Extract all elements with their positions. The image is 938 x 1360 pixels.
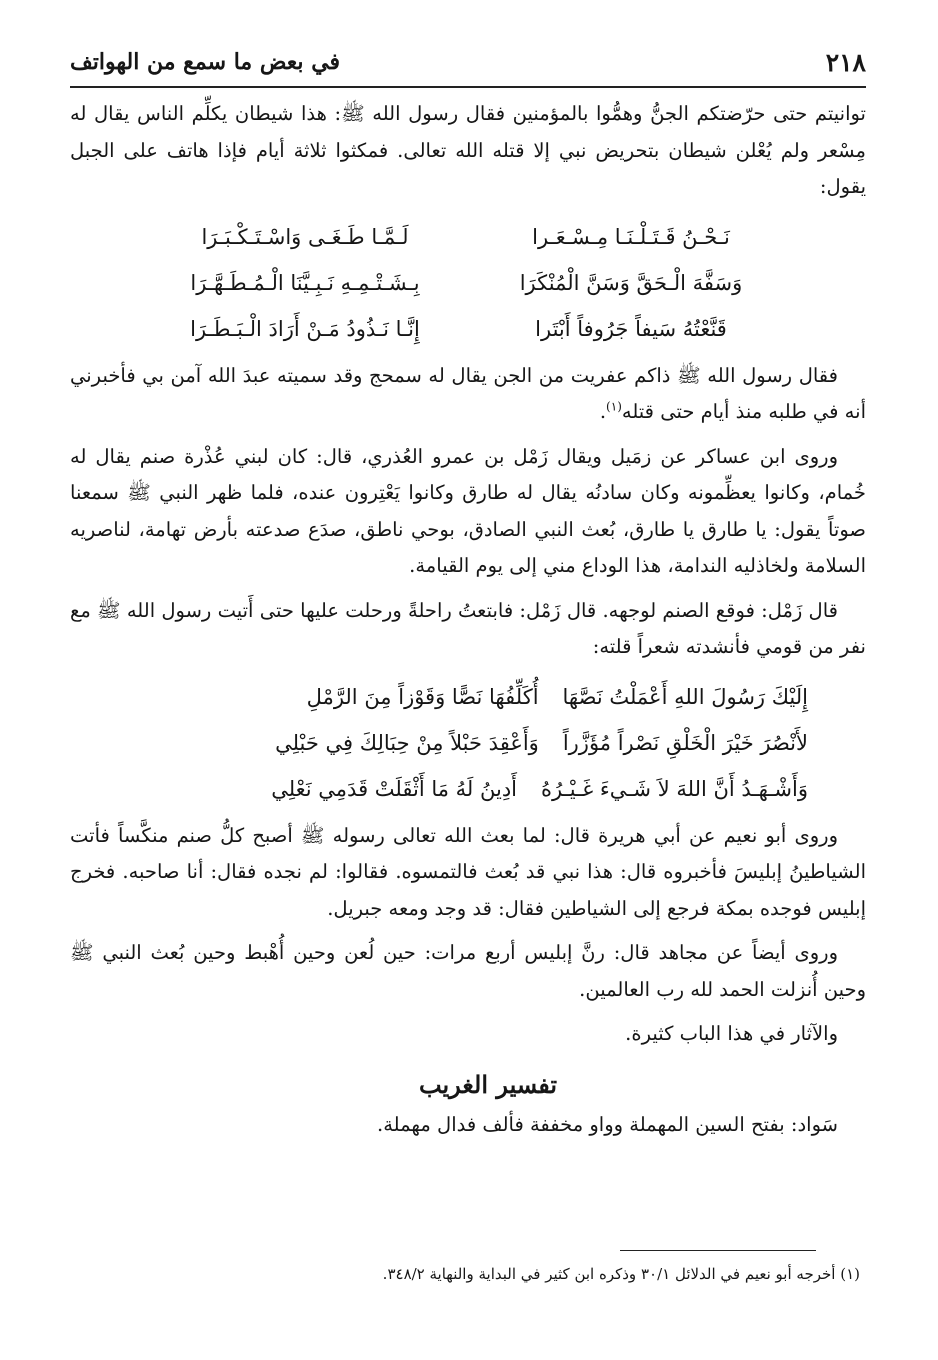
verse-first-half: نَـحْـنُ قَـتَـلْـنَـا مِـسْـعَـرا xyxy=(532,224,730,249)
glossary-entry: سَواد: بفتح السين المهملة وواو مخففة فألف فدال مهملة. xyxy=(377,1113,838,1136)
footnote: (١) أخرجه أبو نعيم في الدلائل ٣٠/١ وذكره ابن كثير في البداية والنهاية ٣٤٨/٢. xyxy=(382,1265,860,1283)
poem-verse xyxy=(70,766,866,812)
paragraph: وروى أيضاً عن مجاهد قال: رنَّ إبليس أربع مرات: حين لُعن وحين أُهْبط وحين بُعث النبي ﷺ وحين أُنزلت الحمد لله رب العالمين. xyxy=(70,941,866,1001)
paragraph-end: . xyxy=(599,400,607,423)
verse-first-half: إِلَيْكَ رَسُولَ اللهِ أَعْمَلْتُ نَصَّهَا xyxy=(562,684,808,709)
poem-verse xyxy=(70,674,866,720)
paragraph: والآثار في هذا الباب كثيرة. xyxy=(625,1022,838,1045)
verse-first-half: وَسَفَّهَ الْـحَقَّ وَسَنَّ الْمُنْكَرَا xyxy=(519,270,743,295)
verse-first-half: وَأَشْـهَـدُ أَنَّ اللهَ لاَ شَـيءَ غَـيْـرُهُ xyxy=(541,776,808,801)
poem-verse xyxy=(70,214,866,260)
footnote-marker[interactable]: (١) xyxy=(606,399,622,414)
paragraph: وروى أبو نعيم عن أبي هريرة قال: لما بعث الله تعالى رسوله ﷺ أصبح كلُّ صنم منكَّساً فأتت الشياطينُ إبليسَ فأخبروه قال: هذا نبي قد بُعث فالتمسوه. فقالوا: لم نجده فقال: أنا صاحبه. فخرج إبليس فوجده بمكة فرجع إلى الشياطين فقال: قد وجد ومعه جبريل. xyxy=(70,823,866,920)
poem-hatif xyxy=(70,214,866,352)
verse-second-half: إِنَّـا نَـذُودُ مَـنْ أَرَادَ الْـبَـطَـرَا xyxy=(190,316,420,341)
verse-first-half: قَنَّعْتُهُ سَيفاً جَرُوفاً أَبْتَرا xyxy=(535,316,727,341)
paragraph-text: فقال رسول الله ﷺ ذاكم عفريت من الجن يقال له سمحج وقد سميته عبدَ الله آمن بي فأخبرني أنه في طلبه منذ أيام حتى قتله xyxy=(70,363,866,423)
page-number: ٢١٨ xyxy=(825,47,866,77)
header-rule xyxy=(70,86,866,88)
paragraph: قال زَمْل: فوقع الصنم لوجهه. قال زَمْل: فابتعتُ راحلةً ورحلت عليها حتى أَتيت رسول الله ﷺ مع نفر من قومي فأنشدته شعراً قلته: xyxy=(70,598,866,658)
verse-second-half: أُكَلِّفُهَا نَصًّا وَقَوْزاً مِنَ الرَّمْلِ xyxy=(306,684,539,709)
verse-second-half: لَـمَّـا طَـغَـى وَاسْـتَـكْـبَـرَا xyxy=(201,224,409,249)
verse-first-half: لأَنْصُرَ خَيْرَ الْخَلْقِ نَصْراً مُؤَزَّراً xyxy=(562,730,808,755)
verse-second-half: وَأَعْقِدَ حَبْلاً مِنْ حِبَالِكَ فِي حَبْلِي xyxy=(275,730,539,755)
verse-second-half: أَدِينُ لَهُ مَا أَثْقَلَتْ قَدَمِي نَعْلِي xyxy=(271,776,518,801)
main-text xyxy=(70,96,866,1152)
paragraph: توانيتم حتى حرّضتكم الجنُّ وهمُّوا بالمؤمنين فقال رسول الله ﷺ: هذا شيطان يكلِّم الناس يقال له مِسْعر ولم يُعْلن شيطان بتحريض نبي إلا قتله الله تعالى. فمكثوا ثلاثة أيام فإذا هاتف على الجبل يقول: xyxy=(70,102,866,198)
poem-verse xyxy=(70,260,866,306)
paragraph: وروى ابن عساكر عن زمَيل ويقال زَمْل بن عمرو العُذري، قال: كان لبني عُذْرة صنم يقال له خُمام، وكانوا يعظِّمونه وكان سادنُه يقال له طارق وكانوا يَعْتِرون عنده، فلما ظهر النبي ﷺ سمعنا صوتاً يقول: يا طارق يا طارق، بُعث النبي الصادق، بوحي ناطق، صدَع صدعته بأرض تهامة، لناصريه السلامة ولخاذليه الندامة، هذا الوداع مني إلى يوم القيامة. xyxy=(70,444,866,577)
poem-verse xyxy=(70,720,866,766)
verse-second-half: بِـشَـتْـمِـهِ نَـبِـيَّنَا الْـمُـطَـهَّـرَا xyxy=(190,270,420,295)
footnote-rule xyxy=(620,1250,816,1251)
page-header xyxy=(70,40,866,84)
paragraph xyxy=(70,358,866,431)
poem-verse xyxy=(70,306,866,352)
section-heading: تفسير الغريب xyxy=(418,1069,558,1099)
poem-zaml xyxy=(70,674,866,812)
running-title: في بعض ما سمع من الهواتف xyxy=(70,49,341,75)
